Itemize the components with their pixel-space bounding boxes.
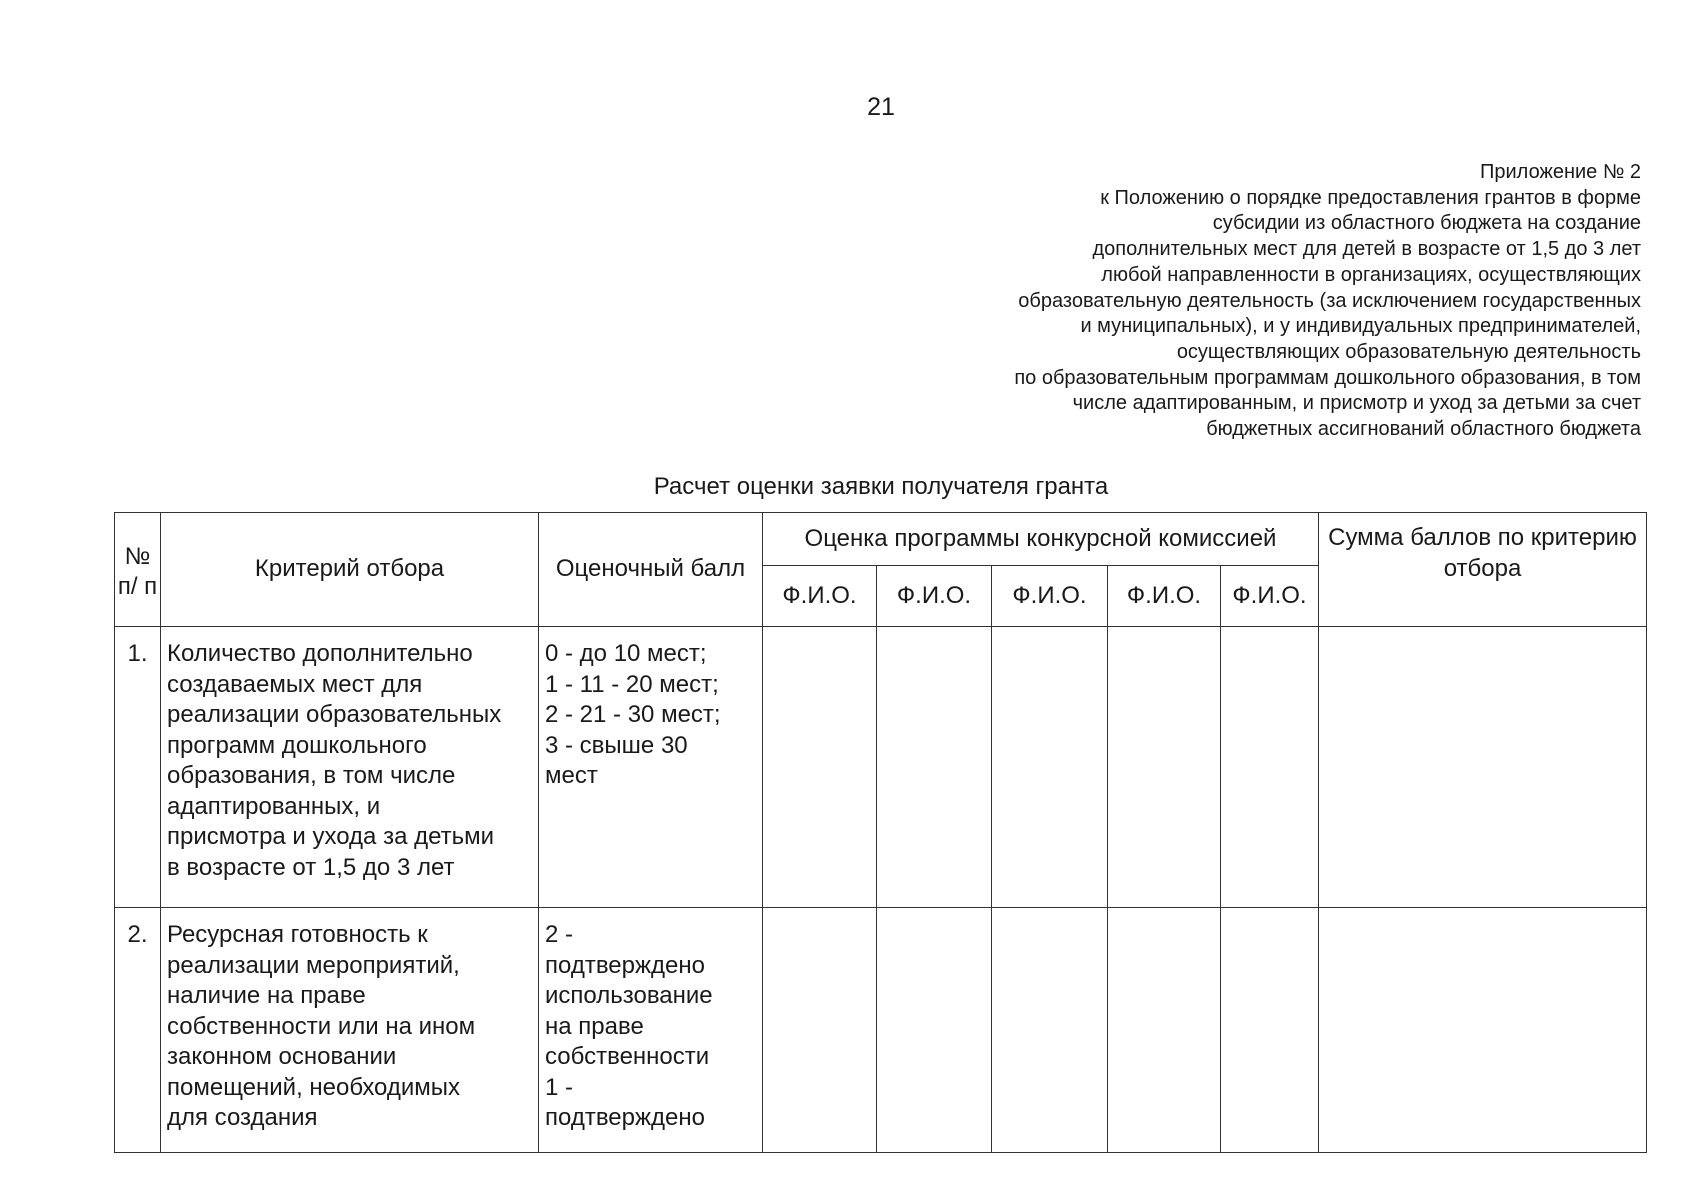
appendix-line: и муниципальных), и у индивидуальных предпринимателей, bbox=[1080, 315, 1641, 338]
fio-score-cell[interactable] bbox=[763, 627, 877, 908]
table-row bbox=[115, 627, 1647, 908]
header-num-line: № bbox=[124, 542, 151, 570]
fio-score-cell[interactable] bbox=[1221, 908, 1319, 1153]
fio-score-cell[interactable] bbox=[992, 908, 1108, 1153]
criterion-cell bbox=[161, 627, 539, 908]
page-number: 21 bbox=[867, 93, 895, 121]
appendix-header bbox=[881, 160, 1641, 443]
score-line: 0 - до 10 мест; bbox=[545, 640, 707, 667]
score-line: 1 - 11 - 20 мест; bbox=[545, 670, 719, 698]
appendix-line: субсидии из областного бюджета на создание bbox=[1212, 212, 1641, 235]
fio-score-cell[interactable] bbox=[763, 908, 877, 1153]
score-line: собственности bbox=[545, 1043, 710, 1070]
header-sum bbox=[1319, 513, 1647, 627]
criterion-line: образования, в том числе bbox=[167, 762, 456, 789]
table-title: Расчет оценки заявки получателя гранта bbox=[653, 473, 1109, 500]
fio-score-cell[interactable] bbox=[1221, 627, 1319, 908]
score-line: 2 - bbox=[545, 921, 574, 948]
appendix-line: Приложение № 2 bbox=[1480, 161, 1641, 183]
header-score: Оценочный балл bbox=[539, 513, 763, 627]
header-fio: Ф.И.О. bbox=[1108, 566, 1221, 627]
score-line: подтверждено bbox=[545, 1104, 705, 1131]
criterion-line: законном основании bbox=[167, 1043, 397, 1070]
fio-score-cell[interactable] bbox=[877, 627, 992, 908]
criterion-line: реализации мероприятий, bbox=[167, 951, 460, 979]
criterion-line: собственности или на ином bbox=[167, 1012, 476, 1040]
score-line: использование bbox=[545, 982, 713, 1009]
appendix-line: к Положению о порядке предоставления грантов в форме bbox=[1100, 186, 1641, 209]
criterion-line: помещений, необходимых bbox=[167, 1073, 461, 1101]
criterion-line: в возрасте от 1,5 до 3 лет bbox=[167, 853, 455, 881]
row-number: 2. bbox=[115, 908, 161, 1153]
appendix-line: числе адаптированным, и присмотр и уход за детьми за счет bbox=[1072, 392, 1641, 415]
criterion-line: присмотра и ухода за детьми bbox=[167, 823, 495, 850]
grant-evaluation-table bbox=[114, 512, 1647, 1153]
criterion-line: Ресурсная готовность к bbox=[167, 921, 428, 948]
score-line: 2 - 21 - 30 мест; bbox=[545, 701, 721, 728]
criterion-line: наличие на праве bbox=[167, 982, 366, 1009]
score-cell bbox=[539, 627, 763, 908]
score-line: мест bbox=[545, 762, 598, 789]
row-number: 1. bbox=[115, 627, 161, 908]
appendix-line: бюджетных ассигнований областного бюджета bbox=[1206, 418, 1641, 441]
sum-cell[interactable] bbox=[1319, 627, 1647, 908]
criterion-line: реализации образовательных bbox=[167, 701, 502, 728]
header-fio: Ф.И.О. bbox=[1221, 566, 1319, 627]
header-num-line: п bbox=[144, 572, 158, 600]
score-line: 3 - свыше 30 bbox=[545, 731, 688, 759]
header-fio: Ф.И.О. bbox=[992, 566, 1108, 627]
header-num-line: п/ bbox=[117, 572, 138, 600]
score-line: подтверждено bbox=[545, 951, 705, 979]
criterion-line: адаптированных, и bbox=[167, 792, 381, 820]
header-sum-line: критерию отбора bbox=[1443, 524, 1637, 582]
appendix-line: дополнительных мест для детей в возрасте от 1,5 до 3 лет bbox=[1092, 238, 1641, 261]
header-commission: Оценка программы конкурсной комиссией bbox=[763, 513, 1319, 566]
sum-cell[interactable] bbox=[1319, 908, 1647, 1153]
header-criterion: Критерий отбора bbox=[161, 513, 539, 627]
appendix-line: образовательную деятельность (за исключением государственных bbox=[1018, 289, 1641, 312]
fio-score-cell[interactable] bbox=[992, 627, 1108, 908]
fio-score-cell[interactable] bbox=[877, 908, 992, 1153]
header-sum-line: Сумма баллов по bbox=[1328, 524, 1525, 551]
appendix-line: осуществляющих образовательную деятельность bbox=[1176, 340, 1641, 363]
criterion-line: программ дошкольного bbox=[167, 731, 427, 759]
header-num bbox=[115, 513, 161, 627]
criterion-cell bbox=[161, 908, 539, 1153]
score-cell bbox=[539, 908, 763, 1153]
criterion-line: Количество дополнительно bbox=[167, 640, 473, 667]
criterion-line: для создания bbox=[167, 1104, 318, 1131]
fio-score-cell[interactable] bbox=[1108, 908, 1221, 1153]
table-row bbox=[115, 908, 1647, 1153]
header-fio: Ф.И.О. bbox=[763, 566, 877, 627]
fio-score-cell[interactable] bbox=[1108, 627, 1221, 908]
appendix-line: любой направленности в организациях, осуществляющих bbox=[1101, 263, 1641, 286]
appendix-line: по образовательным программам дошкольного образования, в том bbox=[1014, 366, 1641, 389]
score-line: на праве bbox=[545, 1012, 644, 1040]
score-line: 1 - bbox=[545, 1073, 574, 1101]
header-fio: Ф.И.О. bbox=[877, 566, 992, 627]
criterion-line: создаваемых мест для bbox=[167, 670, 423, 698]
